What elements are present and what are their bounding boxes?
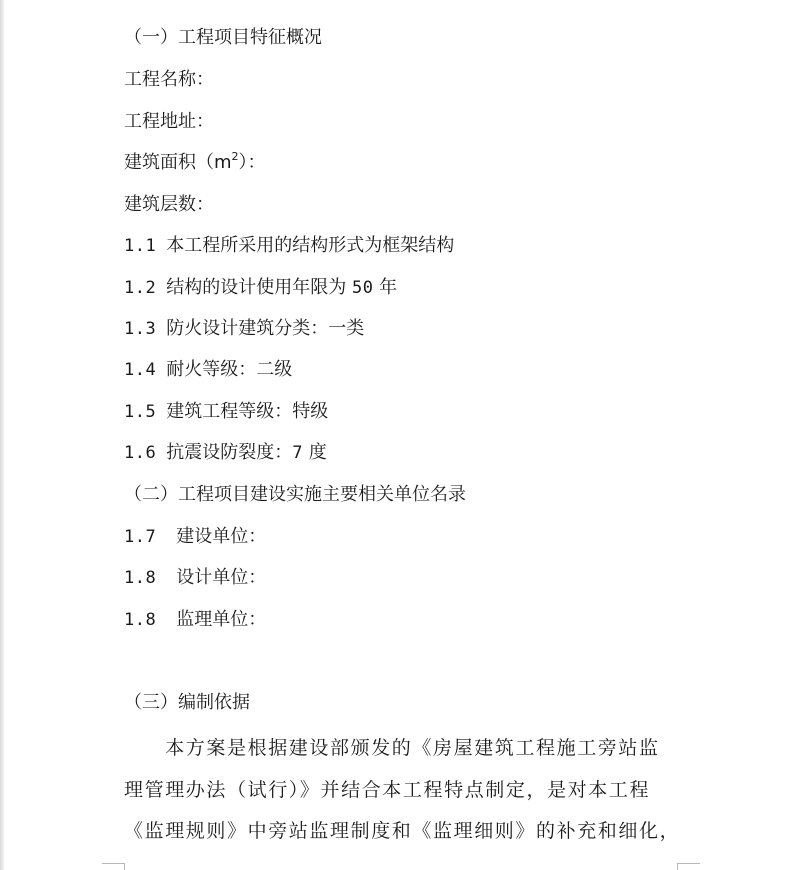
list-item [124, 318, 364, 340]
list-item-number: 1.8 [124, 610, 157, 630]
list-item-text: 建设单位： [176, 526, 267, 547]
list-item-value: 7 [292, 443, 303, 463]
list-item [124, 359, 292, 381]
list-item-text: 设计单位： [176, 567, 267, 588]
list-item-number: 1.8 [124, 568, 157, 588]
list-item [124, 277, 397, 299]
section-heading-3: （三）编制依据 [124, 692, 250, 713]
list-item-text: 结构的设计使用年限为 [166, 277, 352, 298]
page-margin-marker-right [677, 863, 700, 870]
list-item [124, 442, 327, 464]
list-item-text: 本工程所采用的结构形式为框架结构 [166, 235, 455, 256]
list-item-number: 1.5 [124, 402, 157, 422]
list-item [124, 401, 328, 423]
list-item-unit: 度 [302, 442, 327, 463]
field-building-area-sup: 2 [231, 150, 239, 163]
field-project-address: 工程地址： [124, 111, 214, 132]
list-item [124, 235, 454, 257]
field-building-floors: 建筑层数： [124, 194, 214, 215]
list-item [124, 567, 266, 589]
list-item-number: 1.6 [124, 443, 157, 463]
list-item-text: 防火设计建筑分类：一类 [166, 318, 365, 339]
page-margin-marker-left [102, 863, 125, 870]
list-item-number: 1.1 [124, 236, 157, 256]
paragraph-line: 《监理规则》中旁站监理制度和《监理细则》的补充和细化， [124, 820, 681, 842]
list-item-text: 耐火等级：二级 [166, 359, 293, 380]
list-item [124, 609, 266, 631]
field-building-area-suffix: ）： [238, 152, 266, 173]
list-item [124, 526, 266, 548]
paragraph-line: 理管理办法（试行）》并结合本工程特点制定，是对本工程 [124, 779, 651, 801]
list-item-number: 1.3 [124, 319, 157, 339]
section-heading-2: （二）工程项目建设实施主要相关单位名录 [124, 484, 466, 505]
list-item-number: 1.2 [124, 278, 157, 298]
list-item-text: 抗震设防裂度： [166, 442, 293, 463]
list-item-text: 建筑工程等级：特级 [166, 401, 329, 422]
field-project-name: 工程名称： [124, 69, 214, 90]
list-item-text: 监理单位： [176, 609, 267, 630]
list-item-number: 1.7 [124, 527, 157, 547]
list-item-unit: 年 [373, 277, 398, 298]
field-building-area-prefix: 建筑面积（m [124, 152, 232, 173]
list-item-number: 1.4 [124, 360, 157, 380]
section-heading-1: （一）工程项目特征概况 [124, 27, 322, 48]
field-building-area [124, 152, 266, 174]
paragraph-line: 本方案是根据建设部颁发的《房屋建筑工程施工旁站监 [124, 737, 660, 759]
list-item-value: 50 [351, 278, 374, 298]
